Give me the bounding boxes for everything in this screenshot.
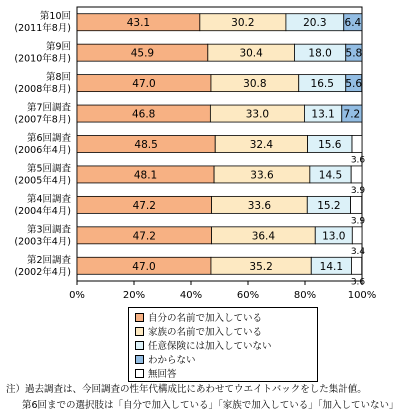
- footnote-line-1: 注）過去調査は、今回調査の性年代構成比にあわせてウエイトバックをした集計値。: [6, 384, 367, 395]
- category-label: 第7回調査(2007年8月): [14, 102, 71, 126]
- bar-segment: [352, 136, 362, 153]
- x-tick-label: 20%: [122, 290, 146, 300]
- legend-label-own-name: 自分の名前で加入している: [148, 313, 263, 324]
- data-label: 13.1: [311, 108, 335, 121]
- data-label: 6.4: [344, 17, 362, 30]
- data-label: 20.3: [303, 17, 327, 30]
- category-label: 第3回調査(2003年4月): [14, 224, 71, 248]
- data-label: 5.8: [345, 47, 363, 60]
- data-label: 35.2: [249, 260, 273, 273]
- legend-item-family-name: [135, 324, 311, 338]
- legend-item-not-insured: [135, 338, 311, 352]
- data-label: 15.2: [317, 199, 341, 212]
- data-label: 30.4: [239, 47, 263, 60]
- data-label-no-answer: 3.6: [350, 277, 366, 288]
- data-label-no-answer: 3.6: [350, 155, 366, 166]
- category-label: 第4回調査(2004年4月): [14, 193, 71, 217]
- category-label: 第6回調査(2006年4月): [14, 133, 71, 156]
- category-label: 第8回(2008年8月): [14, 72, 71, 96]
- data-label: 47.0: [132, 260, 156, 273]
- bar-segment: [351, 196, 362, 213]
- legend-swatch-own-name: [135, 313, 144, 322]
- data-label: 33.6: [250, 169, 274, 182]
- footnote-line-2: 第6回までの選択肢は「自分で加入している」「家族で加入している」「加入していない」: [22, 400, 399, 411]
- x-tick-label: 60%: [236, 290, 260, 300]
- data-label-no-answer: 3.9: [350, 185, 366, 196]
- data-label: 18.0: [308, 47, 332, 60]
- x-tick-label: 40%: [179, 290, 203, 300]
- data-label: 32.4: [249, 139, 274, 151]
- legend-swatch-not-insured: [135, 341, 144, 350]
- legend-item-own-name: [135, 310, 311, 324]
- data-label: 48.5: [134, 139, 158, 151]
- data-label-no-answer: 3.4: [350, 246, 366, 257]
- legend-swatch-family-name: [135, 327, 144, 336]
- category-label: 第9回(2010年8月): [14, 41, 71, 65]
- legend-item-no-answer: [135, 366, 311, 380]
- legend-label-family-name: 家族の名前で加入している: [148, 327, 263, 338]
- data-label: 15.6: [318, 139, 342, 151]
- category-label: 第2回調査(2002年4月): [14, 254, 71, 278]
- x-tick-label: 0%: [69, 290, 85, 300]
- data-label: 36.4: [251, 230, 276, 243]
- data-label: 13.0: [322, 230, 346, 243]
- data-label: 43.1: [126, 17, 151, 30]
- data-label: 30.8: [243, 78, 267, 91]
- bar-segment: [352, 227, 362, 244]
- data-label: 16.5: [310, 78, 334, 91]
- category-label: 第5回調査(2005年4月): [14, 163, 71, 187]
- data-label: 14.5: [318, 169, 343, 182]
- legend: [128, 307, 318, 382]
- data-label: 33.0: [245, 108, 270, 121]
- bar-segment: [351, 166, 362, 183]
- data-label: 33.6: [247, 199, 272, 212]
- bar-segment: [351, 257, 361, 274]
- data-label: 45.9: [130, 47, 155, 60]
- data-label: 47.2: [132, 230, 156, 243]
- legend-label-dont-know: わからない: [148, 355, 196, 366]
- data-label: 47.0: [132, 78, 156, 91]
- x-tick-label: 80%: [293, 290, 317, 300]
- legend-label-not-insured: 任意保険には加入していない: [148, 341, 272, 352]
- data-label: 47.2: [132, 199, 156, 212]
- data-label-no-answer: 3.9: [350, 216, 366, 227]
- data-label: 46.8: [131, 108, 156, 121]
- data-label: 7.2: [343, 108, 361, 121]
- category-label: 第10回(2011年8月): [14, 11, 71, 35]
- legend-item-dont-know: [135, 352, 311, 366]
- x-tick-label: 100%: [347, 290, 377, 300]
- data-label: 5.6: [345, 78, 363, 91]
- data-label: 14.1: [319, 260, 344, 273]
- data-label: 30.2: [231, 17, 255, 30]
- data-label: 48.1: [133, 169, 158, 182]
- legend-swatch-dont-know: [135, 355, 144, 364]
- legend-label-no-answer: 無回答: [148, 369, 177, 380]
- legend-swatch-no-answer: [135, 369, 144, 378]
